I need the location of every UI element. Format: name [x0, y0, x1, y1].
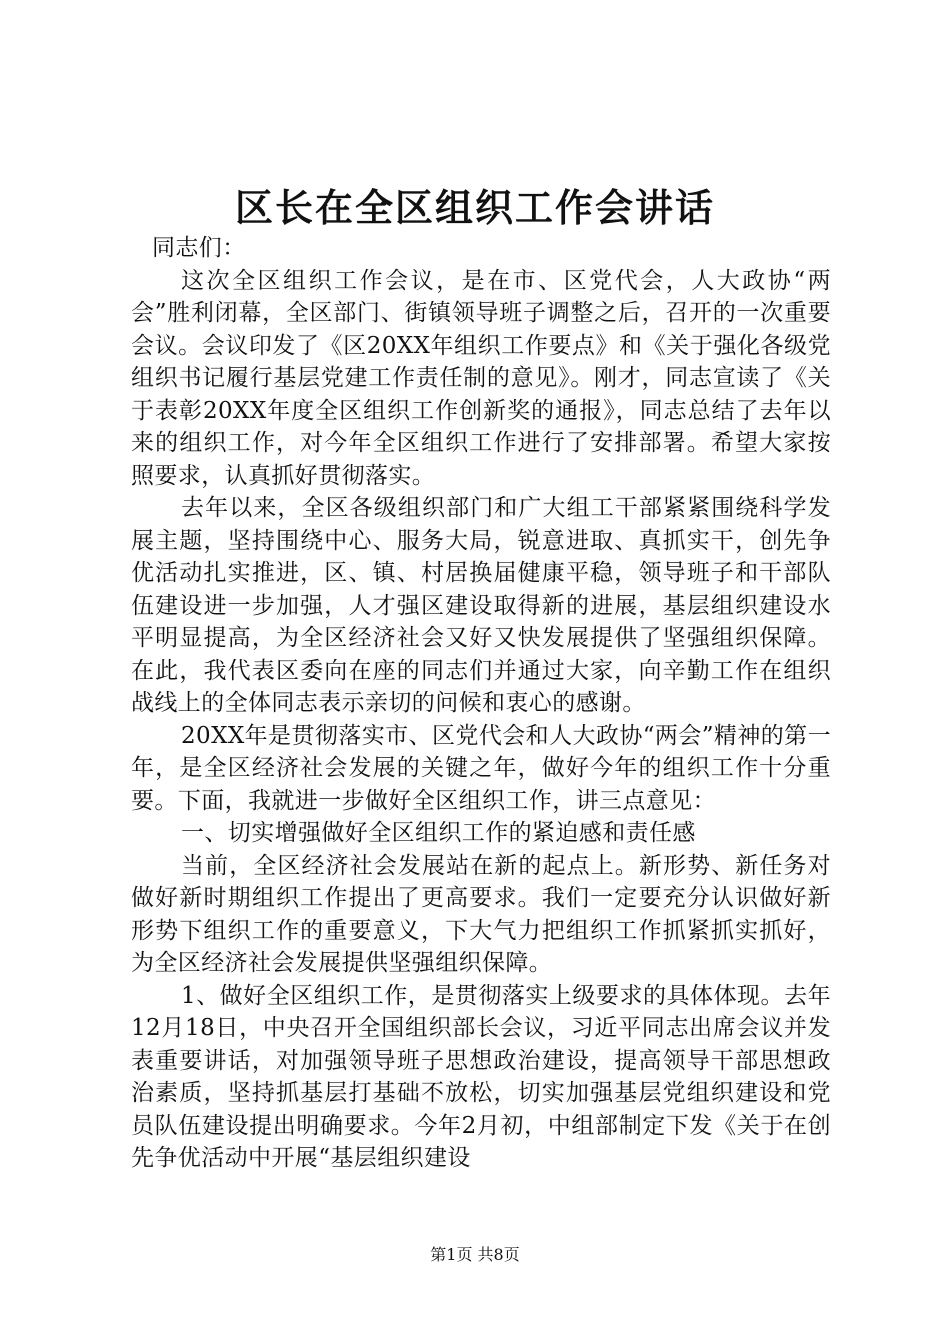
paragraph: 1、做好全区组织工作，是贯彻落实上级要求的具体体现。去年12月18日，中央召开全国组织部长会议，习近平同志出席会议并发表重要讲话，对加强领导班子思想政治建设，提高领导干部思想政治素质，坚持抓基层打基础不放松，切实加强基层党组织建设和党员队伍建设提出明确要求。今年2月初，中组部制定下发《关于在创先争优活动中开展“基层组织建设: [131, 982, 831, 1171]
document-body: [131, 232, 831, 1175]
paragraph: 20XX年是贯彻落实市、区党代会和人大政协“两会”精神的第一年，是全区经济社会发展的关键之年，做好今年的组织工作十分重要。下面，我就进一步做好全区组织工作，讲三点意见：: [131, 722, 831, 814]
paragraph: 去年以来，全区各级组织部门和广大组工干部紧紧围绕科学发展主题，坚持围绕中心、服务大局，锐意进取、真抓实干，创先争优活动扎实推进，区、镇、村居换届健康平稳，领导班子和干部队伍建设进一步加强，人才强区建设取得新的进展，基层组织建设水平明显提高，为全区经济社会又好又快发展提供了坚强组织保障。在此，我代表区委向在座的同志们并通过大家，向辛勤工作在组织战线上的全体同志表示亲切的问候和衷心的感谢。: [131, 495, 831, 716]
document-title: 区长在全区组织工作会讲话: [234, 185, 715, 230]
section-heading: 一、切实增强做好全区组织工作的紧迫感和责任感: [181, 820, 696, 846]
paragraph: 当前，全区经济社会发展站在新的起点上。新形势、新任务对做好新时期组织工作提出了更高要求。我们一定要充分认识做好新形势下组织工作的重要意义，下大气力把组织工作抓紧抓实抓好，为全区经济社会发展提供坚强组织保障。: [131, 852, 831, 976]
paragraph: 这次全区组织工作会议，是在市、区党代会，人大政协“两会”胜利闭幕，全区部门、街镇领导班子调整之后，召开的一次重要会议。会议印发了《区20XX年组织工作要点》和《关于强化各级党组织书记履行基层党建工作责任制的意见》。刚才，同志宣读了《关于表彰20XX年度全区组织工作创新奖的通报》，同志总结了去年以来的组织工作，对今年全区组织工作进行了安排部署。希望大家按照要求，认真抓好贯彻落实。: [131, 267, 831, 489]
page-footer: 第1页 共8页: [430, 1245, 520, 1264]
greeting: 同志们：: [152, 235, 246, 261]
